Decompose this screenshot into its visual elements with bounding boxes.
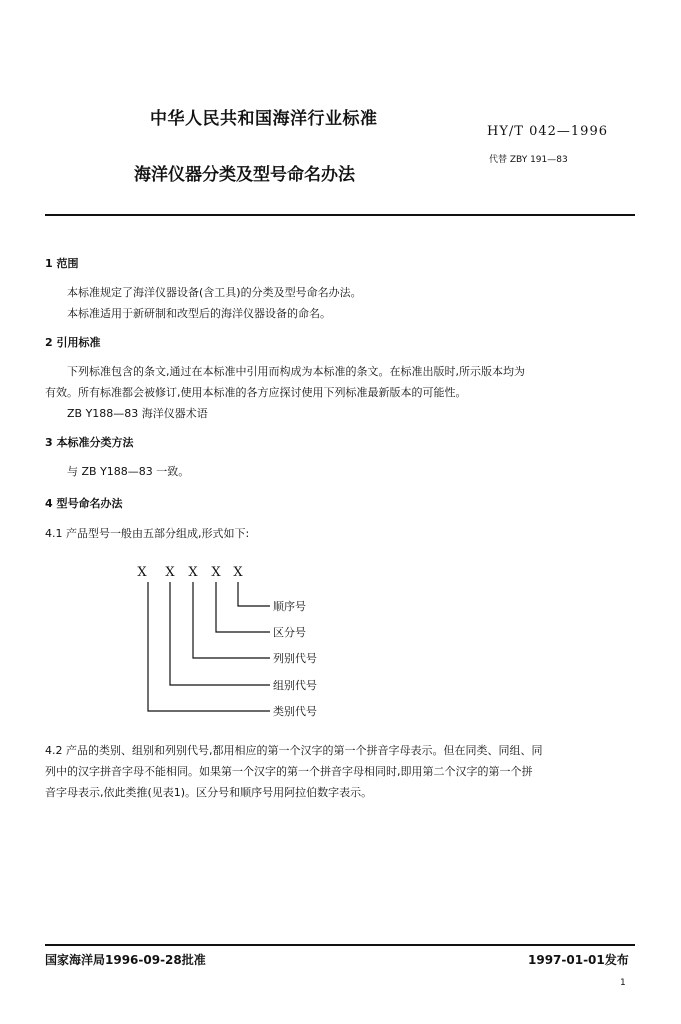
label-distinguish-number: 区分号 xyxy=(273,626,306,639)
label-category-code: 类别代号 xyxy=(273,705,317,718)
placeholder-x-3: X xyxy=(188,565,198,580)
section-2-paragraph-1a: 下列标准包含的条文,通过在本标准中引用而构成为本标准的条文。在标准出版时,所示版本均为 xyxy=(67,365,525,378)
section-4-heading: 4 型号命名办法 xyxy=(45,497,123,510)
placeholder-x-1: X xyxy=(137,565,147,580)
connector-group xyxy=(170,582,270,685)
section-3-paragraph: 与 ZB Y188—83 一致。 xyxy=(67,465,190,478)
approval-date: 国家海洋局1996-09-28批准 xyxy=(45,953,206,967)
connector-distinguish xyxy=(216,582,270,632)
connector-category xyxy=(148,582,270,711)
connector-series xyxy=(193,582,270,658)
placeholder-x-4: X xyxy=(211,565,221,580)
section-1-heading: 1 范围 xyxy=(45,257,79,270)
section-1-paragraph-1: 本标准规定了海洋仪器设备(含工具)的分类及型号命名办法。 xyxy=(67,286,362,299)
placeholder-x-2: X xyxy=(165,565,175,580)
footer-rule xyxy=(45,944,635,946)
section-3-heading: 3 本标准分类方法 xyxy=(45,436,134,449)
replaces-note: 代替 ZBY 191—83 xyxy=(489,155,568,165)
label-group-code: 组别代号 xyxy=(273,679,317,692)
label-series-code: 列别代号 xyxy=(273,652,317,665)
section-4-2-line-1: 4.2 产品的类别、组别和列别代号,都用相应的第一个汉字的第一个拼音字母表示。但在同类、同组、同 xyxy=(45,744,543,757)
model-number-diagram xyxy=(130,558,370,728)
connector-sequence xyxy=(238,582,270,606)
section-1-paragraph-2: 本标准适用于新研制和改型后的海洋仪器设备的命名。 xyxy=(67,307,331,320)
label-sequence-number: 顺序号 xyxy=(273,600,306,613)
page-number: 1 xyxy=(620,978,626,988)
section-2-reference: ZB Y188—83 海洋仪器术语 xyxy=(67,407,208,420)
document-title: 海洋仪器分类及型号命名办法 xyxy=(134,165,355,185)
standard-code: HY/T 042—1996 xyxy=(487,124,608,139)
section-4-1-text: 4.1 产品型号一般由五部分组成,形式如下: xyxy=(45,527,250,540)
header-rule xyxy=(45,214,635,216)
issuing-organization: 中华人民共和国海洋行业标准 xyxy=(150,109,378,129)
section-2-paragraph-1b: 有效。所有标准都会被修订,使用本标准的各方应探讨使用下列标准最新版本的可能性。 xyxy=(45,386,467,399)
section-4-2-line-3: 音字母表示,依此类推(见表1)。区分号和顺序号用阿拉伯数字表示。 xyxy=(45,786,373,799)
section-4-2-line-2: 列中的汉字拼音字母不能相同。如果第一个汉字的第一个拼音字母相同时,即用第二个汉字的第一个拼 xyxy=(45,765,533,778)
effective-date: 1997-01-01发布 xyxy=(528,953,629,967)
section-2-heading: 2 引用标准 xyxy=(45,336,101,349)
placeholder-x-5: X xyxy=(233,565,243,580)
